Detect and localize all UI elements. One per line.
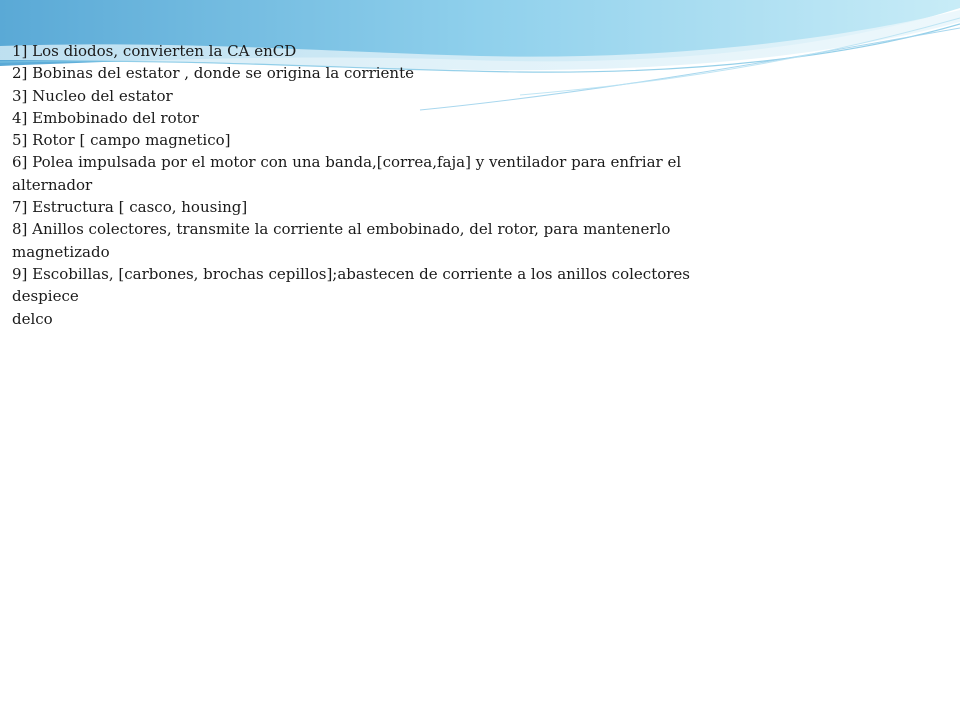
list-item: 8] Anillos colectores, transmite la corriente al embobinado, del rotor, para mantenerlo magnetizado — [12, 220, 671, 261]
list-item: 1] Los diodos, convierten la CA enCD — [12, 42, 297, 60]
list-item: 7] Estructura [ casco, housing] — [12, 198, 248, 217]
slide-body — [12, 40, 732, 330]
list-item: 3] Nucleo del estator — [12, 86, 173, 105]
list-item: 5] Rotor [ campo magnetico] — [12, 131, 231, 150]
list-item: 9] Escobillas, [carbones, brochas cepillos];abastecen de corriente a los anillos colectores — [12, 264, 690, 283]
list-item: 6] Polea impulsada por el motor con una banda,[correa,faja] y ventilador para enfriar el alternador — [12, 153, 682, 194]
list-item: 2] Bobinas del estator , donde se origina la corriente — [12, 64, 414, 83]
list-item: delco — [12, 309, 53, 328]
list-item: 4] Embobinado del rotor — [12, 108, 199, 127]
list-item: despiece — [12, 287, 79, 306]
